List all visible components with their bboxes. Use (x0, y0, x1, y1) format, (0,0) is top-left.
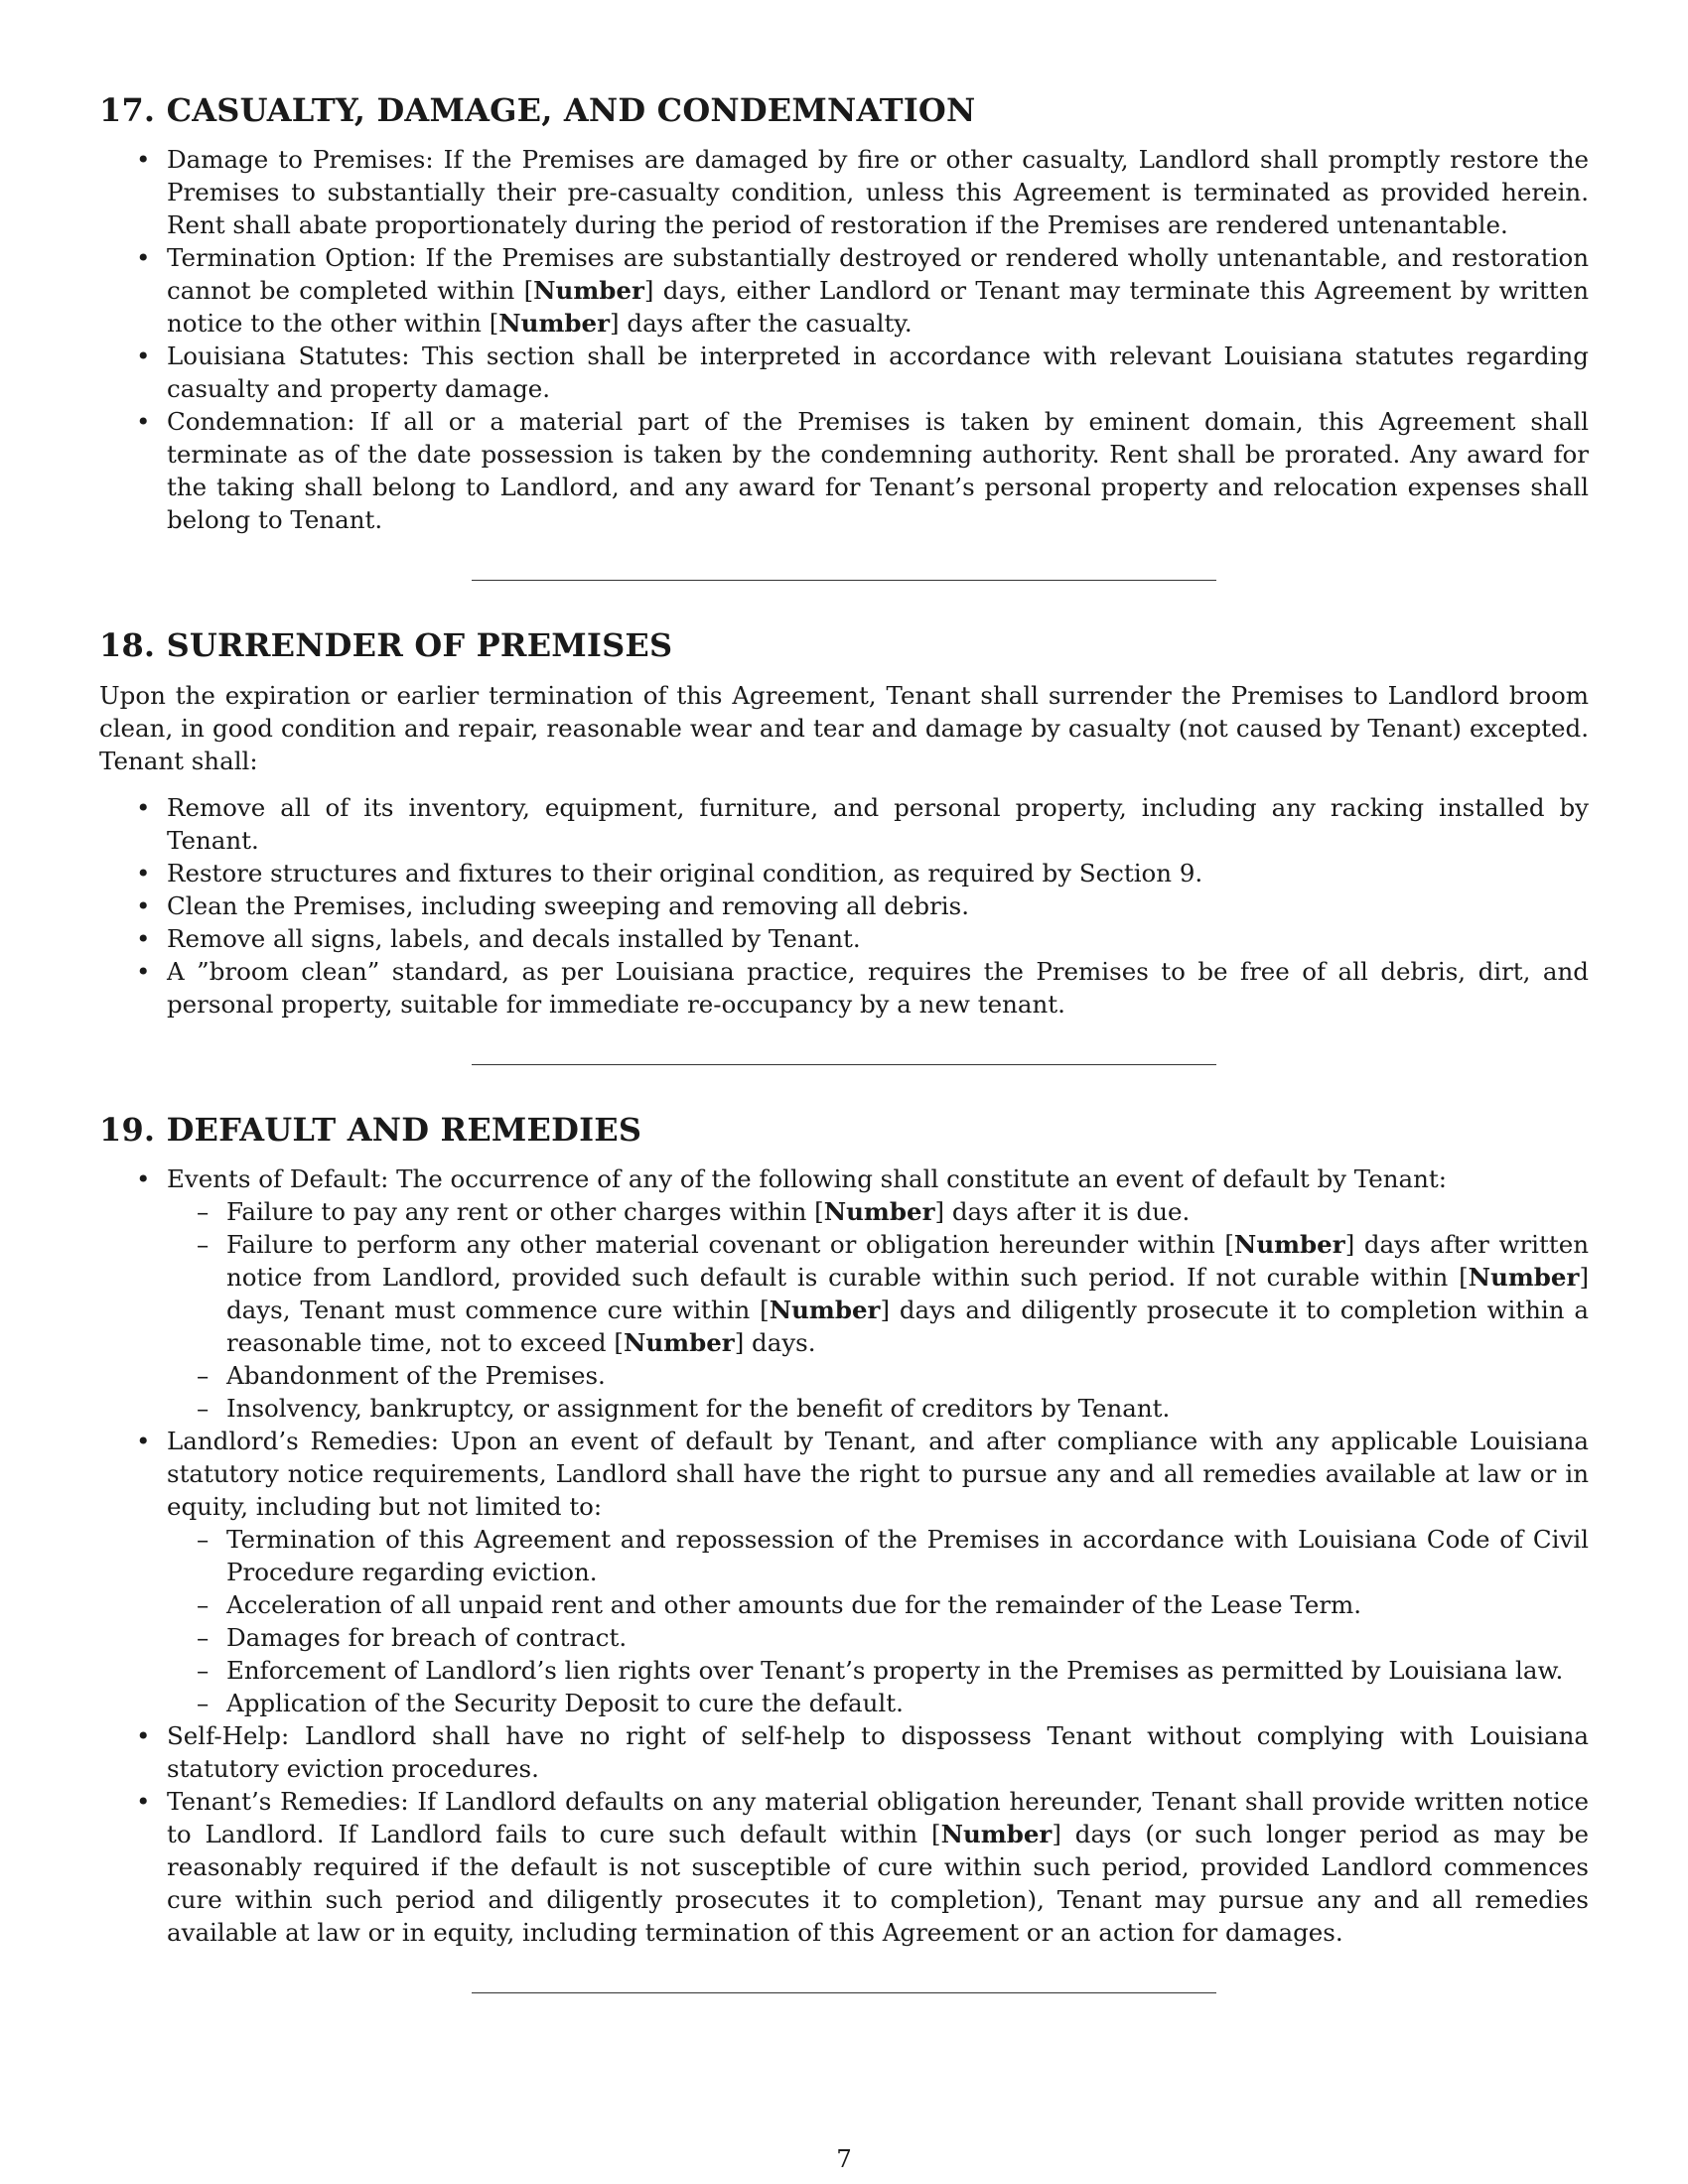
text-run: ] days after the casualty. (610, 309, 913, 339)
list-item-events-of-default (99, 1162, 1589, 1425)
section-19-default (99, 1111, 1589, 1949)
list-item: • Louisiana Statutes: This section shall be interpreted in accordance with relevant Louisiana statutes regarding casualty and property damage. (99, 340, 1589, 405)
list-item: • Remove all of its inventory, equipment, furniture, and personal property, including any racking installed by Tenant. (99, 791, 1589, 857)
text-run: ] days. (734, 1328, 816, 1358)
text-run: Termination Option: If the Premises are substantially destroyed or rendered wholly untenantable, and restoration cannot be completed within [ (167, 243, 1589, 306)
list-item: • Condemnation: If all or a material part of the Premises is taken by eminent domain, this Agreement shall terminate as of the date possession is taken by the condemning authority. Rent shall be prorated. Any award for the taking shall belong to Landlord, and any award for Tenant’s personal property and relocation expenses shall belong to Tenant. (99, 405, 1589, 536)
sub-list-item: – Enforcement of Landlord’s lien rights over Tenant’s property in the Premises as permitted by Louisiana law. (167, 1654, 1589, 1687)
list-item: • Clean the Premises, including sweeping and removing all debris. (99, 889, 1589, 922)
sub-list (167, 1195, 1589, 1425)
text-run: Failure to perform any other material covenant or obligation hereunder within [ (226, 1230, 1234, 1260)
page-number: 7 (836, 2144, 852, 2173)
sub-list-item (167, 1195, 1589, 1228)
placeholder-number: Number (1233, 1230, 1345, 1260)
sub-list-item: – Application of the Security Deposit to cure the default. (167, 1687, 1589, 1719)
placeholder-number: Number (1468, 1263, 1580, 1293)
list-item-tenant-remedies (99, 1785, 1589, 1949)
bullet-list (99, 1162, 1589, 1949)
section-divider (472, 580, 1216, 581)
text-run: ] days (or such longer period as may be reasonably required if the default is not susceptible of cure within such period, provided Landlord commences cure within such period and diligently prosecutes it to completion), Tenant may pursue any and all remedies available at law or in equity, including termination of this Agreement or an action for damages. (167, 1820, 1589, 1948)
document-page (99, 91, 1589, 2039)
sub-list-item: – Termination of this Agreement and repossession of the Premises in accordance with Louisiana Code of Civil Procedure regarding eviction. (167, 1523, 1589, 1588)
sub-list-item: – Insolvency, bankruptcy, or assignment for the benefit of creditors by Tenant. (167, 1392, 1589, 1425)
list-item (99, 241, 1589, 340)
text-run: ] days, either Landlord or Tenant may terminate this Agreement by written notice to the other within [ (167, 276, 1590, 339)
list-item: • Restore structures and fixtures to their original condition, as required by Section 9. (99, 857, 1589, 889)
text-run: ] days after it is due. (934, 1197, 1191, 1227)
text-run: Landlord’s Remedies: Upon an event of default by Tenant, and after compliance with any applicable Louisiana statutory notice requirements, Landlord shall have the right to pursue any and all remedies available at law or in equity, including but not limited to: (167, 1427, 1589, 1522)
section-divider (472, 1064, 1216, 1065)
placeholder-number: Number (940, 1820, 1053, 1849)
section-heading: 18. SURRENDER OF PREMISES (99, 626, 673, 665)
bullet-list (99, 143, 1589, 536)
list-item-self-help: • Self-Help: Landlord shall have no right of self-help to dispossess Tenant without complying with Louisiana statutory eviction procedures. (99, 1719, 1589, 1785)
placeholder-number: Number (498, 309, 611, 339)
bullet-list (99, 791, 1589, 1021)
placeholder-number: Number (533, 276, 644, 306)
sub-list-item: – Acceleration of all unpaid rent and other amounts due for the remainder of the Lease Term. (167, 1588, 1589, 1621)
section-heading: 19. DEFAULT AND REMEDIES (99, 1110, 642, 1149)
text-run: ] days after written notice from Landlord, provided such default is curable within such period. If not curable within [ (226, 1230, 1589, 1293)
list-item: • Damage to Premises: If the Premises are damaged by fire or other casualty, Landlord shall promptly restore the Premises to substantially their pre-casualty condition, unless this Agreement is terminated as provided herein. Rent shall abate proportionately during the period of restoration if the Premises are rendered untenantable. (99, 143, 1589, 241)
section-heading: 17. CASUALTY, DAMAGE, AND CONDEMNATION (99, 91, 976, 129)
placeholder-number: Number (769, 1296, 881, 1325)
section-divider (472, 1992, 1216, 1993)
list-item: • Remove all signs, labels, and decals installed by Tenant. (99, 922, 1589, 955)
sub-list-item (167, 1228, 1589, 1359)
section-intro: Upon the expiration or earlier termination of this Agreement, Tenant shall surrender the Premises to Landlord broom clean, in good condition and repair, reasonable wear and tear and damage by casualty (not caused by Tenant) excepted. Tenant shall: (99, 680, 1589, 775)
text-run: Tenant’s Remedies: If Landlord defaults on any material obligation hereunder, Tenant shall provide written notice to Landlord. If Landlord fails to cure such default within [ (167, 1787, 1589, 1849)
placeholder-number: Number (823, 1197, 935, 1227)
sub-list (167, 1523, 1589, 1719)
text-run: ] days, Tenant must commence cure within [ (226, 1263, 1589, 1325)
sub-list-item: – Abandonment of the Premises. (167, 1359, 1589, 1392)
text-run: Events of Default: The occurrence of any of the following shall constitute an event of default by Tenant: (167, 1164, 1447, 1194)
list-item: • A ”broom clean” standard, as per Louisiana practice, requires the Premises to be free of all debris, dirt, and personal property, suitable for immediate re-occupancy by a new tenant. (99, 955, 1589, 1021)
text-run: Failure to pay any rent or other charges within [ (226, 1197, 824, 1227)
section-18-surrender (99, 626, 1589, 1020)
placeholder-number: Number (623, 1328, 735, 1358)
list-item-landlord-remedies (99, 1425, 1589, 1719)
sub-list-item: – Damages for breach of contract. (167, 1621, 1589, 1654)
text-run: ] days and diligently prosecute it to completion within a reasonable time, not to exceed [ (226, 1296, 1589, 1358)
section-17-casualty (99, 91, 1589, 536)
